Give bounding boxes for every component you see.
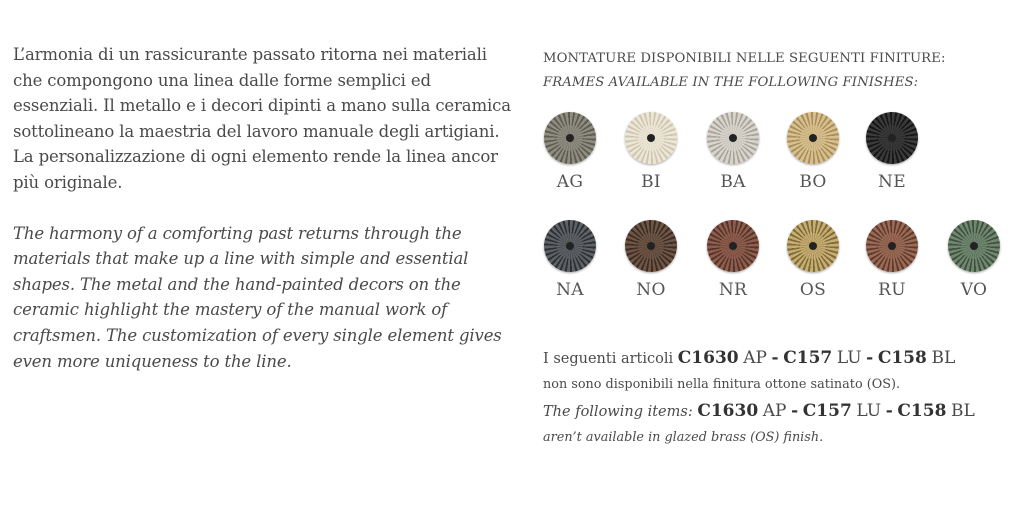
knob-center-dot xyxy=(809,242,817,250)
knob-icon xyxy=(707,220,759,272)
knob-center-dot xyxy=(888,242,896,250)
item-suffix: LU xyxy=(856,401,882,421)
item-suffix: AP xyxy=(743,348,767,368)
finish-code-label: AG xyxy=(556,172,584,192)
finish-swatch-nr xyxy=(704,220,762,300)
finish-code-label: NE xyxy=(878,172,906,192)
item-suffix: BL xyxy=(931,348,956,368)
item-suffix: LU xyxy=(836,348,862,368)
item-code: C157 xyxy=(802,401,852,421)
finish-code-label: NA xyxy=(556,280,584,300)
item-code: C158 xyxy=(877,348,927,368)
knob-icon xyxy=(707,112,759,164)
knob-center-dot xyxy=(647,242,655,250)
separator: - xyxy=(866,348,874,368)
knob-icon xyxy=(787,112,839,164)
item-code: C1630 xyxy=(677,348,739,368)
finishes-header xyxy=(543,47,1013,95)
finish-code-label: BA xyxy=(720,172,746,192)
intro-text xyxy=(13,42,513,374)
separator: - xyxy=(885,401,893,421)
finish-code-label: VO xyxy=(960,280,988,300)
intro-english: The harmony of a comforting past returns through the materials that make up a line with simple and essential shapes. The metal and the hand-painted decors on the ceramic highlight the mastery of the manual work of craftsmen. The customization of every single element gives even more uniqueness to the line. xyxy=(13,223,502,371)
finish-swatch-ne xyxy=(863,112,921,192)
finishes-heading-en: FRAMES AVAILABLE IN THE FOLLOWING FINISHES: xyxy=(543,75,919,90)
finish-code-label: NO xyxy=(636,280,666,300)
intro-italian: L’armonia di un rassicurante passato ritorna nei materiali che compongono una linea dalle forme semplici ed essenziali. Il metallo e i decori dipinti a mano sulla ceramica sottolineano la maestria del lavoro manuale degli artigiani. La personalizzazione di ogni elemento rende la linea ancor più originale. xyxy=(13,45,511,192)
knob-icon xyxy=(948,220,1000,272)
note-line-en-items xyxy=(543,398,1013,425)
knob-icon xyxy=(787,220,839,272)
note-italian: non sono disponibili nella finitura ottone satinato (OS). xyxy=(543,377,901,392)
knob-icon xyxy=(625,112,677,164)
finish-swatch-no xyxy=(622,220,680,300)
separator: - xyxy=(791,401,799,421)
knob-center-dot xyxy=(888,134,896,142)
knob-icon xyxy=(866,112,918,164)
knob-icon xyxy=(544,112,596,164)
finish-swatch-ru xyxy=(863,220,921,300)
item-suffix: BL xyxy=(951,401,975,421)
finish-code-label: OS xyxy=(799,280,827,300)
availability-notes xyxy=(543,345,1013,451)
finish-code-label: RU xyxy=(878,280,906,300)
finishes-heading-it: MONTATURE DISPONIBILI NELLE SEGUENTI FINITURE: xyxy=(543,51,946,66)
item-suffix: AP xyxy=(762,401,787,421)
finish-swatch-ba xyxy=(704,112,762,192)
knob-center-dot xyxy=(809,134,817,142)
item-code: C157 xyxy=(783,348,833,368)
note-prefix-it: I seguenti articoli xyxy=(543,351,674,367)
note-prefix-en: The following items: xyxy=(543,404,693,420)
separator: - xyxy=(771,348,779,368)
finish-swatches xyxy=(541,112,1011,312)
knob-icon xyxy=(866,220,918,272)
finish-swatch-bi xyxy=(622,112,680,192)
finish-swatch-os xyxy=(784,220,842,300)
knob-center-dot xyxy=(970,242,978,250)
knob-icon xyxy=(544,220,596,272)
finish-code-label: NR xyxy=(718,280,748,300)
finish-swatch-bo xyxy=(784,112,842,192)
item-code: C158 xyxy=(897,401,947,421)
knob-center-dot xyxy=(729,242,737,250)
finish-code-label: BO xyxy=(799,172,827,192)
knob-center-dot xyxy=(729,134,737,142)
knob-center-dot xyxy=(566,242,574,250)
note-english: aren’t available in glazed brass (OS) finish. xyxy=(543,430,824,445)
finish-swatch-vo xyxy=(945,220,1003,300)
finish-swatch-ag xyxy=(541,112,599,192)
note-line-it-items xyxy=(543,345,1013,372)
item-code: C1630 xyxy=(697,401,759,421)
finish-swatch-na xyxy=(541,220,599,300)
knob-center-dot xyxy=(566,134,574,142)
knob-icon xyxy=(625,220,677,272)
finish-code-label: BI xyxy=(641,172,661,192)
knob-center-dot xyxy=(647,134,655,142)
